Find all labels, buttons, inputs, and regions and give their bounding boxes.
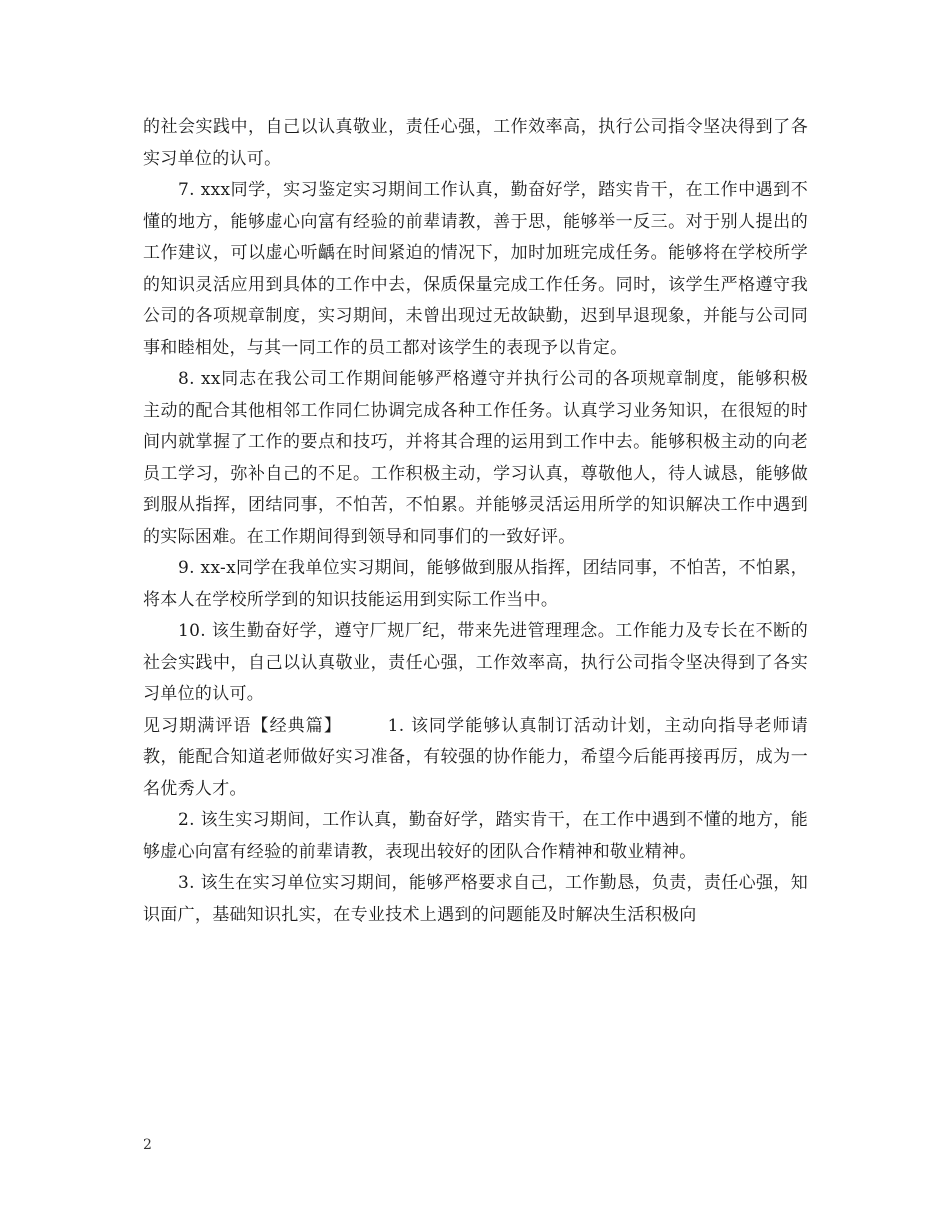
paragraph-section-heading: 见习期满评语【经典篇】 1. 该同学能够认真制订活动计划，主动向指导老师请教，能配合知道老师做好实习准备，有较强的协作能力，希望今后能再接再厉，成为一名优秀人才。 <box>143 715 808 799</box>
paragraph-item-9: 9. xx-x同学在我单位实习期间，能够做到服从指挥，团结同事，不怕苦，不怕累，将本人在学校所学到的知识技能运用到实际工作当中。 <box>143 558 808 610</box>
paragraph-item-8: 8. xx同志在我公司工作期间能够严格遵守并执行公司的各项规章制度，能够积极主动的配合其他相邻工作同仁协调完成各种工作任务。认真学习业务知识，在很短的时间内就掌握了工作的要点和技巧，并将其合理的运用到工作中去。能够积极主动的向老员工学习，弥补自己的不足。工作积极主动，学习认真，尊敬他人，待人诚恳，能够做到服从指挥，团结同事，不怕苦，不怕累。并能够灵活运用所学的知识解决工作中遇到的实际困难。在工作期间得到领导和同事们的一致好评。 <box>143 369 808 547</box>
paragraph-item-7: 7. xxx同学，实习鉴定实习期间工作认真，勤奋好学，踏实肯干，在工作中遇到不懂的地方，能够虚心向富有经验的前辈请教，善于思，能够举一反三。对于别人提出的工作建议，可以虚心听齲在时间紧迫的情况下，加时加班完成任务。能够将在学校所学的知识灵活应用到具体的工作中去，保质保量完成工作任务。同时，该学生严格遵守我公司的各项规章制度，实习期间，未曾出现过无故缺勤，迟到早退现象，并能与公司同事和睦相处，与其一同工作的员工都对该学生的表现予以肯定。 <box>143 180 808 358</box>
paragraph-item-10: 10. 该生勤奋好学，遵守厂规厂纪，带来先进管理理念。工作能力及专长在不断的社会实践中，自己以认真敬业，责任心强，工作效率高，执行公司指令坚决得到了各实习单位的认可。 <box>143 621 808 704</box>
page-number: 2 <box>143 1137 152 1153</box>
paragraph-item-3: 3. 该生在实习单位实习期间，能够严格要求自己，工作勤恳，负责，责任心强，知识面广，基础知识扎实，在专业技术上遇到的问题能及时解决生活积极向 <box>143 873 808 925</box>
document-body <box>143 112 808 931</box>
paragraph-continuation: 的社会实践中，自己以认真敬业，责任心强，工作效率高，执行公司指令坚决得到了各实习单位的认可。 <box>143 117 808 169</box>
paragraph-item-2: 2. 该生实习期间，工作认真，勤奋好学，踏实肯干，在工作中遇到不懂的地方，能够虚心向富有经验的前辈请教，表现出较好的团队合作精神和敬业精神。 <box>143 810 808 862</box>
